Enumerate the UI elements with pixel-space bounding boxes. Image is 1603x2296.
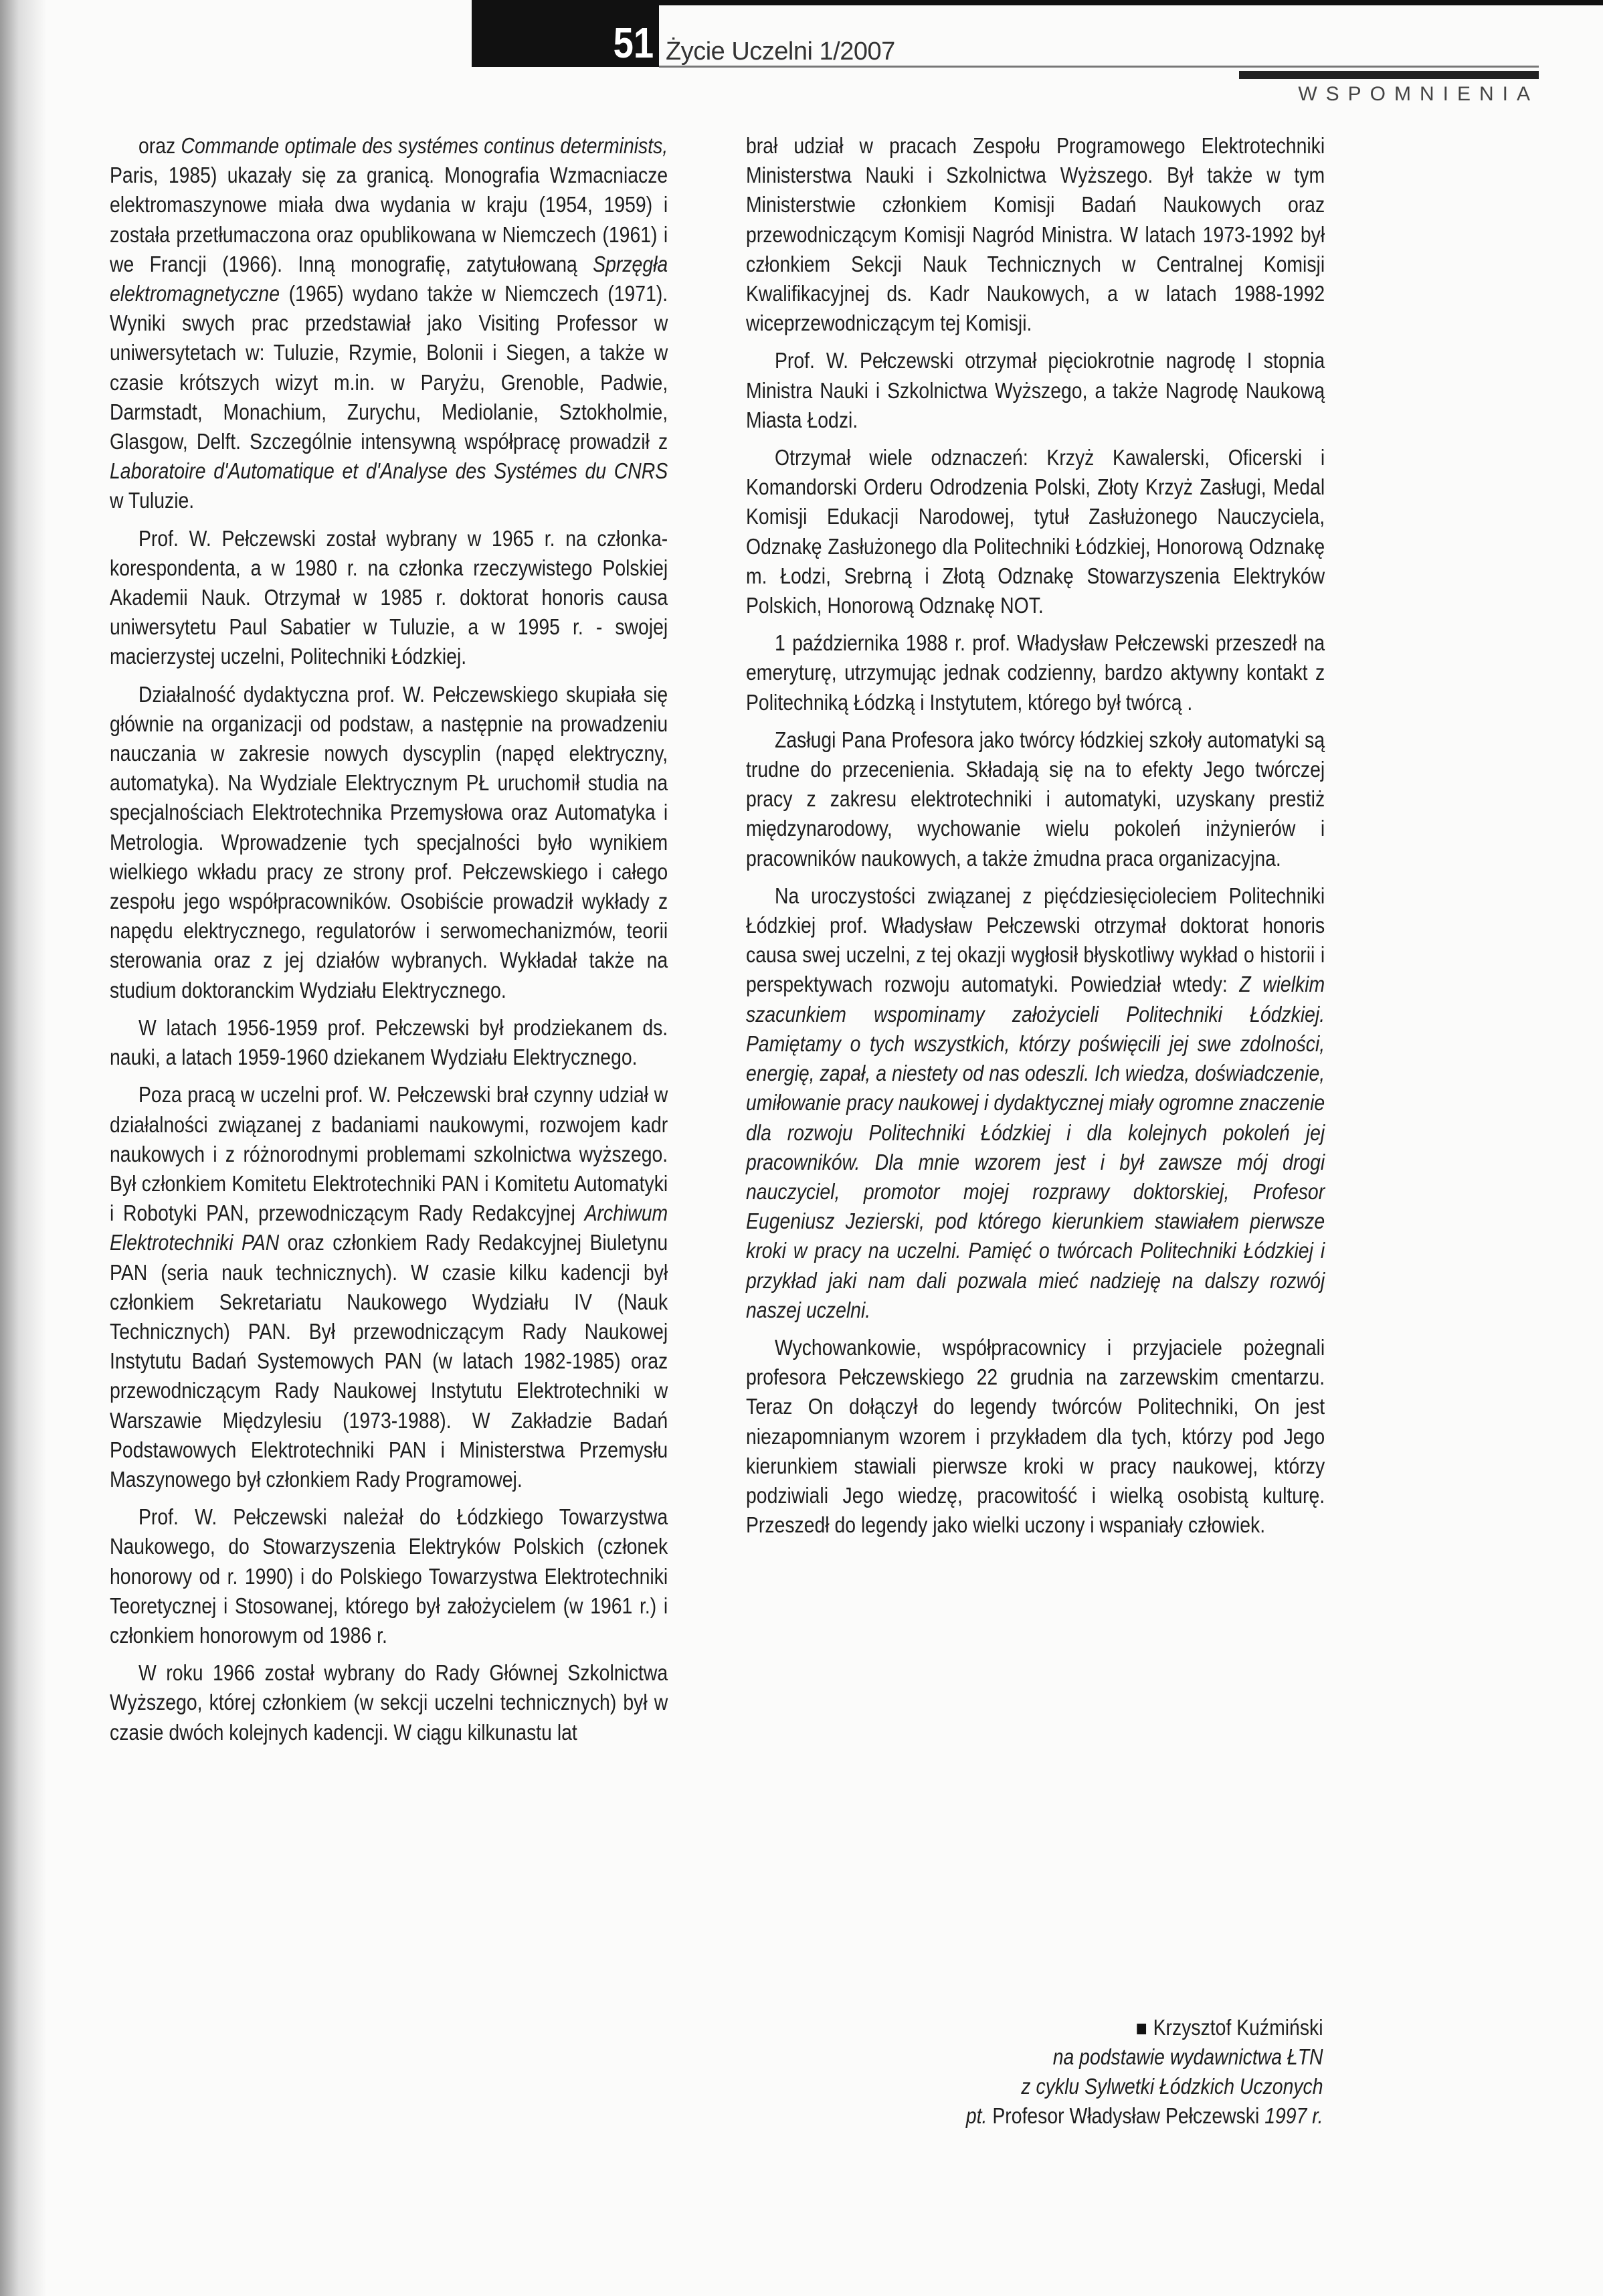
source-title: Profesor Władysław Pełczewski	[987, 2103, 1265, 2128]
scan-edge-shadow	[0, 0, 47, 2296]
text: oraz członkiem Rady Redakcyjnej Biuletynu PAN (seria nauk technicznych). W czasie kilku kadencji był członkiem Sekretariatu Naukowego Wydziału IV (Nauk Technicznych) PAN. Był przewodniczącym Rady Naukowej Instytutu Badań Systemowych PAN (w latach 1982-1985) oraz przewodniczącym Rady Naukowej Instytutu Elektrotechniki w Warszawie Międzylesiu (1973-1988). W Zakładzie Badań Podstawowych Elektrotechniki PAN i Ministerstwa Przemysłu Maszynowego był członkiem Rady Programowej.	[110, 1230, 668, 1492]
author-name: Krzysztof Kuźmiński	[1153, 2015, 1323, 2040]
text: oraz	[138, 133, 181, 158]
right-column	[746, 131, 1325, 1548]
text: Prof. W. Pełczewski otrzymał pięciokrotnie nagrodę I stopnia Ministra Nauki i Szkolnictwa Wyższego, a także Nagrodę Naukową Miasta Łodzi.	[746, 348, 1325, 432]
text: Prof. W. Pełczewski został wybrany w 1965 r. na członka-korespondenta, a w 1980 r. na członka rzeczywistego Polskiej Akademii Nauk. Otrzymał w 1985 r. doktorat honoris causa uniwersytetu Paul Sabatier w Tuluzie, a w 1995 r. - swojej macierzystej uczelni, Politechniki Łódzkiej.	[110, 525, 668, 669]
italic-text: Commande optimale des systémes continus determinists,	[181, 133, 668, 158]
paragraph	[110, 680, 668, 1005]
signature-block	[966, 2013, 1323, 2131]
text: Otrzymał wiele odznaczeń: Krzyż Kawalerski, Oficerski i Komandorski Orderu Odrodzenia Polski, Złoty Krzyż Zasługi, Medal Komisji Edukacji Narodowej, tytuł Zasłużonego Nauczyciela, Odznakę Zasłużonego dla Politechniki Łódzkiej, Honorową Odznakę m. Łodzi, Srebrną i Złotą Odznakę Stowarzyszenia Elektryków Polskich, Honorową Odznakę NOT.	[746, 445, 1325, 618]
section-title: WSPOMNIENIA	[1298, 83, 1539, 105]
author-line	[966, 2013, 1323, 2042]
paragraph	[110, 1080, 668, 1494]
source-line-2: z cyklu Sylwetki Łódzkich Uczonych	[1021, 2074, 1323, 2099]
text: Wychowankowie, współpracownicy i przyjaciele pożegnali profesora Pełczewskiego 22 grudnia na zarzewskim cmentarzu. Teraz On dołączył do legendy twórców Politechniki, On jest niezapomnianym wzorem i przykładem dla tych, którzy pod Jego kierunkiem stawiali pierwsze kroki w pracy naukowej, którzy podziwiali Jego wiedzę, pracowitość i wielką osobistą kulturę. Przeszedł do legendy jako wielki uczony i wspaniały człowiek.	[746, 1334, 1325, 1538]
page-number-block	[472, 0, 659, 67]
text: W roku 1966 został wybrany do Rady Głównej Szkolnictwa Wyższego, której członkiem (w sekcji uczelni technicznych) był w czasie dwóch kolejnych kadencji. W ciągu kilkunastu lat	[110, 1660, 668, 1745]
source-line-1: na podstawie wydawnictwa ŁTN	[1053, 2044, 1323, 2069]
source-line-3	[966, 2101, 1323, 2131]
text: Na uroczystości związanej z pięćdziesięcioleciem Politechniki Łódzkiej prof. Władysław Pełczewski otrzymał doktorat honoris causa swej uczelni, z tej okazji wygłosił błyskotliwy wykład o historii i perspektywach rozwoju automatyki. Powiedział wtedy:	[746, 883, 1325, 997]
source-prefix: pt.	[966, 2103, 987, 2128]
left-column	[110, 131, 668, 1755]
paragraph	[746, 628, 1325, 717]
section-bar	[1239, 71, 1539, 79]
paragraph	[110, 1502, 668, 1650]
italic-text: Laboratoire d'Automatique et d'Analyse des Systémes du CNRS	[110, 458, 668, 484]
text: Zasługi Pana Profesora jako twórcy łódzkiej szkoły automatyki są trudne do przecenienia. Składają się na to efekty Jego twórczej pracy z zakresu elektrotechniki i automatyki, uzyskany prestiż międzynarodowy, wychowanie wielu pokoleń inżynierów i pracowników naukowych, a także żmudna praca organizacyjna.	[746, 727, 1325, 871]
paragraph	[746, 346, 1325, 435]
text: w Tuluzie.	[110, 488, 195, 513]
text: Poza pracą w uczelni prof. W. Pełczewski brał czynny udział w działalności związanej z badaniami naukowymi, rozwojem kadr naukowych i z różnorodnymi problemami szkolnictwa wyższego. Był członkiem Komitetu Elektrotechniki PAN i Komitetu Automatyki i Robotyki PAN, przewodniczącym Rady Redakcyjnej	[110, 1082, 668, 1226]
header-top-bar	[659, 0, 1603, 5]
paragraph	[746, 881, 1325, 1325]
paragraph	[746, 443, 1325, 620]
text: Paris, 1985) ukazały się za granicą. Monografia Wzmacniacze elektromaszynowe miała dwa wydania w kraju (1954, 1959) i została przetłumaczona oraz opublikowana w Niemczech (1961) i we Francji (1966). Inną monografię, zatytułowaną	[110, 163, 668, 276]
text: (1965) wydano także w Niemczech (1971). Wyniki swych prac przedstawiał jako Visiting Professor w uniwersytetach w: Tuluzie, Rzymie, Bolonii i Siegen, a także w czasie krótszych wizyt m.in. w Paryżu, Grenoble, Padwie, Darmstadt, Monachium, Zurychu, Mediolanie, Sztokholmie, Glasgow, Delft. Szczególnie intensywną współpracę prowadził z	[110, 281, 668, 454]
header-rule	[659, 66, 1539, 68]
paragraph	[746, 725, 1325, 873]
paragraph	[110, 1658, 668, 1747]
text: W latach 1956-1959 prof. Pełczewski był prodziekanem ds. nauki, a latach 1959-1960 dziekanem Wydziału Elektrycznego.	[110, 1014, 668, 1070]
magazine-title: Życie Uczelni 1/2007	[666, 37, 895, 66]
text: Prof. W. Pełczewski należał do Łódzkiego Towarzystwa Naukowego, do Stowarzyszenia Elektryków Polskich (członek honorowy od r. 1990) i do Polskiego Towarzystwa Elektrotechniki Teoretycznej i Stosowanej, którego był założycielem (w 1961 r.) i członkiem honorowym od 1986 r.	[110, 1504, 668, 1648]
paragraph	[110, 131, 668, 516]
paragraph	[746, 1333, 1325, 1540]
paragraph	[110, 524, 668, 672]
paragraph	[110, 1013, 668, 1072]
italic-text: Z wielkim szacunkiem wspominamy założycieli Politechniki Łódzkiej. Pamiętamy o tych wszystkich, którzy poświęcili jej swe zdolności, energię, zapał, a niestety od nas odeszli. Ich wiedza, doświadczenie, umiłowanie pracy naukowej i dydaktycznej miały ogromne znaczenie dla rozwoju Politechniki Łódzkiej i dla kolejnych pokoleń jej pracowników. Dla mnie wzorem jest i był zawsze mój drogi nauczyciel, promotor mojej rozprawy doktorskiej, Profesor Eugeniusz Jezierski, pod którego kierunkiem stawiałem pierwsze kroki w pracy na uczelni. Pamięć o twórcach Politechniki Łódzkiej i przykład jaki nam dali pozwala mieć nadzieję na dalszy rozwój naszej uczelni.	[746, 972, 1325, 1322]
text: Działalność dydaktyczna prof. W. Pełczewskiego skupiała się głównie na organizacji od podstaw, a następnie na prowadzeniu nauczania w zakresie nowych dyscyplin (napęd elektryczny, automatyka). Na Wydziale Elektrycznym PŁ uruchomił studia na specjalnościach Elektrotechnika Przemysłowa oraz Automatyka i Metrologia. Wprowadzenie tych specjalności było wynikiem wielkiego wkładu pracy ze strony prof. Pełczewskiego i całego zespołu jego współpracowników. Osobiście prowadził wykłady z napędu elektrycznego, regulatorów i serwomechanizmów, teorii sterowania oraz z jej działów wybranych. Wykładał także na studium doktoranckim Wydziału Elektrycznego.	[110, 681, 668, 1002]
text: brał udział w pracach Zespołu Programowego Elektrotechniki Ministerstwa Nauki i Szkolnictwa Wyższego. Był także w tym Ministerstwie członkiem Komisji Badań Naukowych oraz przewodniczącym Komisji Nagród Ministra. W latach 1973-1992 był członkiem Sekcji Nauk Technicznych w Centralnej Komisji Kwalifikacyjnej ds. Kadr Naukowych, a w latach 1988-1992 wiceprzewodniczącym tej Komisji.	[746, 133, 1325, 336]
italic-text: Archiwum Elektrotechniki PAN	[110, 1201, 668, 1255]
bullet-square-icon	[1137, 2024, 1147, 2034]
text: 1 października 1988 r. prof. Władysław Pełczewski przeszedł na emeryturę, utrzymując jednak codzienny, bardzo aktywny kontakt z Politechniką Łódzką i Instytutem, którego był twórcą .	[746, 630, 1325, 715]
page-number: 51	[613, 19, 654, 67]
italic-text: Sprzęgła elektromagnetyczne	[110, 251, 668, 306]
paragraph	[746, 131, 1325, 338]
source-year: 1997 r.	[1264, 2103, 1323, 2128]
